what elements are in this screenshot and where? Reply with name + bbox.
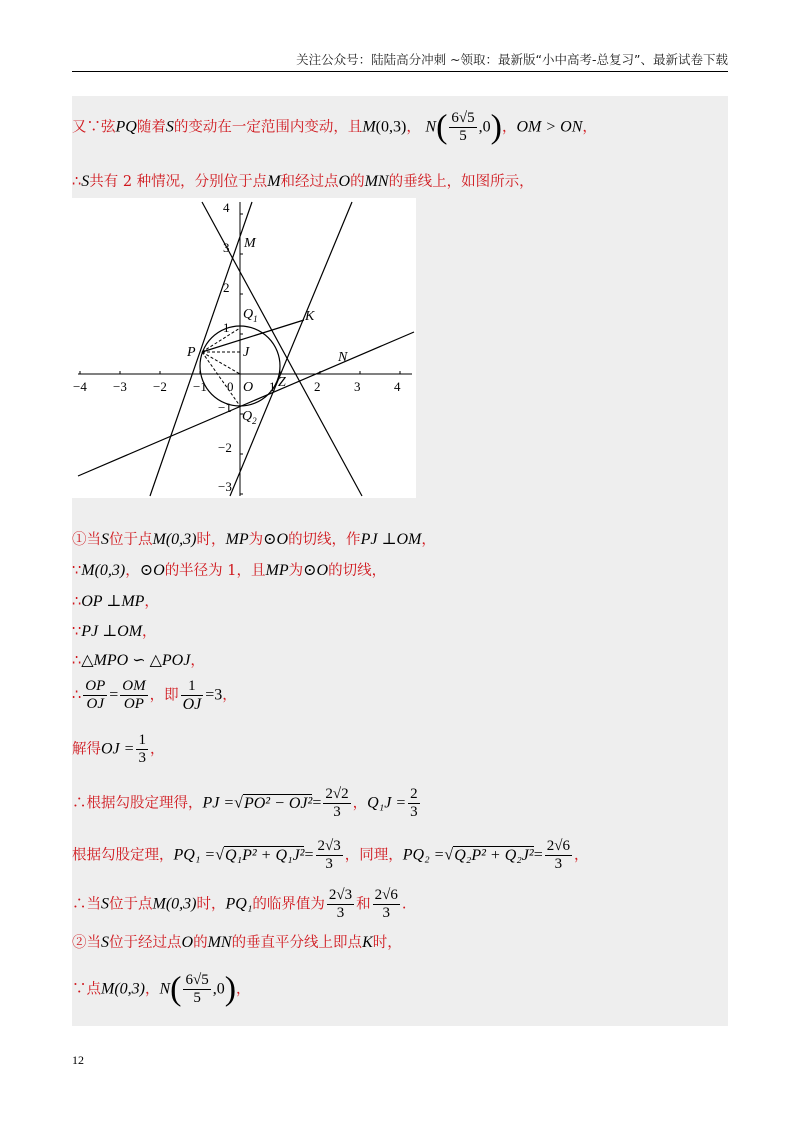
page-header: 关注公众号：陆陆高分冲刺 ~领取：最新版“小中高考-总复习”、最新试卷下载 [296, 52, 728, 67]
y-tick-label: 1 [223, 320, 230, 335]
text-line-11: 根据勾股定理，PQ₁ =√Q₁P² + Q₁J²= $\frac{2√3}{3}$ ，同理，PQ₂ =√Q₂P² + Q₂J²= $\frac{2√6}{3}$ ， [72, 838, 589, 872]
point-label-o: O [243, 380, 254, 395]
tangent-line-pm [150, 202, 252, 496]
text-line-12: ∴当S位于点M(0,3)时，PQ₁的临界值为 $\frac{2√3}{3}$ 和 $\frac{2√6}{3}$ . [72, 887, 407, 921]
text-line-2: ∴S共有 2 种情况，分别位于点M和经过点O的MN的垂线上，如图所示， [72, 173, 534, 190]
solution-content [72, 96, 728, 1026]
y-tick-label: 2 [223, 280, 230, 295]
text-line-14: ∵点M(0,3)，N( $\frac{6√5}{5}$ ,0)， [72, 970, 251, 1008]
text-line-6: ∵PJ ⊥OM， [72, 623, 157, 640]
segment-pk [202, 320, 304, 352]
text-line-10: ∴根据勾股定理得，PJ =√PO² − OJ²= $\frac{2√2}{3}$ ，Q₁J = $\frac{2}{3}$ [72, 786, 418, 820]
text-line-8: ∴ $\frac{OP}{OJ}$ = $\frac{OM}{OP}$ ，即 $\frac{1}{OJ}$ =3， [72, 678, 237, 713]
x-tick-label: 1 [269, 379, 276, 394]
x-tick-label: 4 [394, 379, 401, 394]
y-tick-label: 4 [223, 200, 230, 215]
point-label-k: K [305, 309, 315, 324]
dashed-p-q1 [202, 328, 240, 352]
y-tick-label: 3 [223, 240, 230, 255]
x-tick-label: −1 [193, 379, 207, 394]
point-label-j: J [243, 345, 250, 360]
point-label-m: M [244, 236, 256, 251]
text-line-3: ①当S位于点M(0,3)时，MP为⊙O的切线，作PJ ⊥OM， [72, 531, 436, 548]
x-tick-label: −2 [153, 379, 167, 394]
text-line-4: ∵M(0,3)，⊙O的半径为 1，且MP为⊙O的切线， [72, 562, 387, 579]
page-number: 12 [72, 1053, 84, 1067]
text-line-9: 解得OJ = $\frac{1}{3}$ ， [72, 732, 165, 766]
text-line-1: 又∵弦PQ随着S的变动在一定范围内变动，且M(0,3)， N( $\frac{6√5}{5}$ ,0)，OM > ON， [72, 108, 597, 146]
x-tick-label: 2 [314, 379, 321, 394]
dashed-p-o [202, 352, 240, 374]
text-line-5: ∴OP ⊥MP， [72, 593, 159, 610]
point-label-z: Z [278, 375, 286, 390]
point-label-q1: $Q_1$ [243, 307, 258, 324]
y-tick-label: −1 [218, 400, 232, 415]
geometry-plot [72, 198, 416, 498]
dashed-p-q2 [202, 352, 240, 406]
header-rule [72, 71, 728, 72]
y-tick-label: −3 [218, 479, 232, 494]
x-tick-label: −3 [113, 379, 127, 394]
x-tick-label: −4 [73, 379, 87, 394]
coordinate-figure [72, 198, 416, 498]
y-tick-label: −2 [218, 440, 232, 455]
text-line-7: ∴△MPO ∽ △POJ， [72, 652, 205, 669]
x-tick-label: 3 [354, 379, 361, 394]
point-label-q2: $Q_2$ [242, 409, 257, 426]
text-line-13: ②当S位于经过点O的MN的垂直平分线上即点K时， [72, 934, 402, 951]
point-label-n: N [338, 350, 348, 365]
x-tick-label: 0 [227, 379, 234, 394]
point-label-p: P [187, 345, 196, 360]
